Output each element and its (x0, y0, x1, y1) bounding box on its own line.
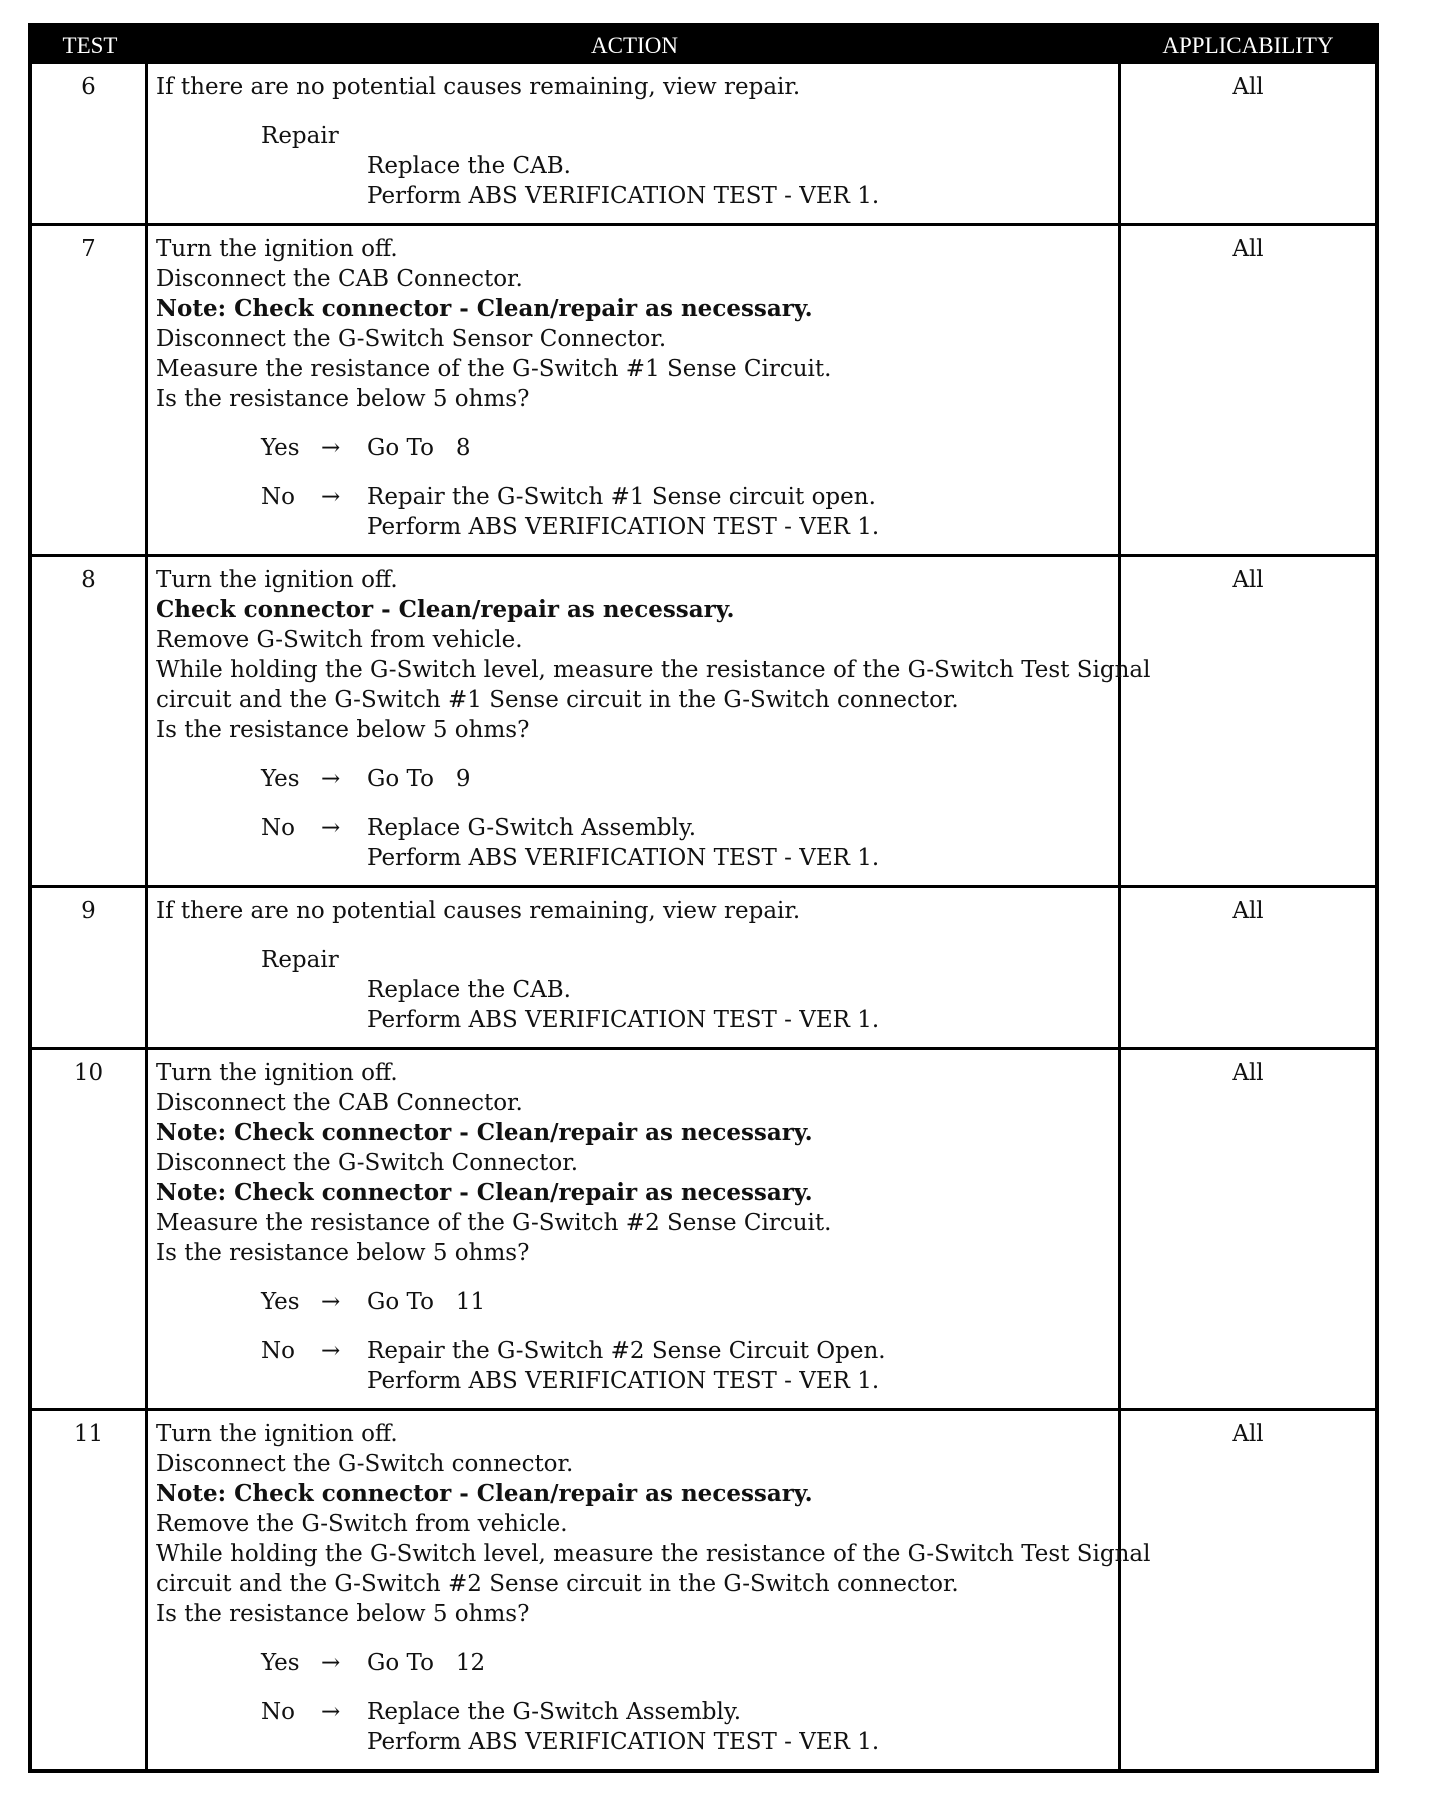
yes-branch (156, 1648, 1110, 1678)
yes-branch (156, 1287, 1110, 1317)
table-row (32, 885, 1375, 1047)
no-label: No (261, 1338, 295, 1364)
note-line: Check connector - Clean/repair as necessary. (156, 596, 735, 623)
no-label: No (261, 484, 295, 510)
no-label: No (261, 815, 295, 841)
yes-action: Go To 9 (367, 766, 471, 792)
step-line: circuit and the G-Switch #2 Sense circuit in the G-Switch connector. (156, 1571, 959, 1597)
applicability-value: All (1232, 898, 1264, 924)
arrow-right-icon: → (321, 815, 341, 841)
no-action: Perform ABS VERIFICATION TEST - VER 1. (367, 514, 880, 540)
yes-branch (156, 433, 1110, 463)
repair-label: Repair (261, 123, 339, 149)
step-line: circuit and the G-Switch #1 Sense circuit in the G-Switch connector. (156, 687, 959, 713)
applicability-value: All (1232, 1421, 1264, 1447)
arrow-right-icon: → (321, 1338, 341, 1364)
applicability-value: All (1232, 567, 1264, 593)
yes-label: Yes (261, 766, 300, 792)
test-number: 11 (32, 1411, 148, 1769)
no-action: Replace G-Switch Assembly. (367, 815, 697, 841)
yes-branch (156, 764, 1110, 794)
step-line: Measure the resistance of the G-Switch #1 Sense Circuit. (156, 356, 832, 382)
no-branch (156, 1336, 1110, 1396)
step-line: Remove the G-Switch from vehicle. (156, 1511, 568, 1537)
no-action: Repair the G-Switch #1 Sense circuit open. (367, 484, 876, 510)
step-line: Turn the ignition off. (156, 567, 398, 593)
action-cell (148, 64, 1121, 223)
repair-step: Perform ABS VERIFICATION TEST - VER 1. (367, 1007, 880, 1033)
header-test: TEST (62, 32, 118, 58)
table-row (32, 64, 1375, 223)
diagnostic-table (28, 23, 1379, 1773)
no-action: Repair the G-Switch #2 Sense Circuit Open. (367, 1338, 886, 1364)
table-row (32, 1047, 1375, 1408)
step-line: Measure the resistance of the G-Switch #2 Sense Circuit. (156, 1210, 832, 1236)
action-cell (148, 226, 1121, 554)
action-cell (148, 557, 1151, 885)
yes-action: Go To 8 (367, 435, 471, 461)
step-line: Turn the ignition off. (156, 1421, 398, 1447)
action-cell (148, 888, 1121, 1047)
test-number: 9 (32, 888, 148, 1047)
step-line: Is the resistance below 5 ohms? (156, 717, 530, 743)
no-action: Perform ABS VERIFICATION TEST - VER 1. (367, 1729, 880, 1755)
yes-action: Go To 11 (367, 1289, 486, 1315)
note-line: Note: Check connector - Clean/repair as necessary. (156, 1480, 813, 1507)
applicability-value: All (1232, 74, 1264, 100)
table-row (32, 223, 1375, 554)
arrow-right-icon: → (321, 435, 341, 461)
test-number: 6 (32, 64, 148, 223)
step-line: Remove G-Switch from vehicle. (156, 627, 523, 653)
repair-step: Replace the CAB. (367, 153, 571, 179)
table-row (32, 1408, 1375, 1769)
table-row (32, 554, 1375, 885)
step-line: Disconnect the CAB Connector. (156, 1090, 523, 1116)
step-line: While holding the G-Switch level, measure the resistance of the G-Switch Test Signal (156, 1541, 1151, 1567)
step-line: If there are no potential causes remaining, view repair. (156, 898, 801, 924)
arrow-right-icon: → (321, 1650, 341, 1676)
test-number: 7 (32, 226, 148, 554)
step-line: Disconnect the G-Switch Connector. (156, 1150, 579, 1176)
step-line: If there are no potential causes remaining, view repair. (156, 74, 801, 100)
no-branch (156, 482, 1110, 542)
note-line: Note: Check connector - Clean/repair as necessary. (156, 295, 813, 322)
table-header (32, 27, 1375, 64)
header-applicability: APPLICABILITY (1162, 32, 1334, 58)
action-cell (148, 1411, 1151, 1769)
step-line: Turn the ignition off. (156, 236, 398, 262)
header-action: ACTION (591, 32, 678, 58)
no-label: No (261, 1699, 295, 1725)
step-line: Is the resistance below 5 ohms? (156, 1601, 530, 1627)
step-line: Is the resistance below 5 ohms? (156, 386, 530, 412)
step-line: While holding the G-Switch level, measure the resistance of the G-Switch Test Signal (156, 657, 1151, 683)
no-action: Perform ABS VERIFICATION TEST - VER 1. (367, 845, 880, 871)
yes-label: Yes (261, 1289, 300, 1315)
arrow-right-icon: → (321, 484, 341, 510)
action-cell (148, 1050, 1121, 1408)
repair-step: Perform ABS VERIFICATION TEST - VER 1. (367, 183, 880, 209)
no-action: Replace the G-Switch Assembly. (367, 1699, 742, 1725)
no-action: Perform ABS VERIFICATION TEST - VER 1. (367, 1368, 880, 1394)
test-number: 10 (32, 1050, 148, 1408)
arrow-right-icon: → (321, 766, 341, 792)
no-branch (156, 1697, 1110, 1757)
step-line: Disconnect the CAB Connector. (156, 266, 523, 292)
no-branch (156, 813, 1110, 873)
step-line: Disconnect the G-Switch connector. (156, 1451, 574, 1477)
step-line: Is the resistance below 5 ohms? (156, 1240, 530, 1266)
applicability-value: All (1232, 236, 1264, 262)
step-line: Turn the ignition off. (156, 1060, 398, 1086)
yes-action: Go To 12 (367, 1650, 486, 1676)
applicability-value: All (1232, 1060, 1264, 1086)
yes-label: Yes (261, 1650, 300, 1676)
arrow-right-icon: → (321, 1289, 341, 1315)
repair-label: Repair (261, 947, 339, 973)
table-body (32, 64, 1375, 1769)
arrow-right-icon: → (321, 1699, 341, 1725)
note-line: Note: Check connector - Clean/repair as necessary. (156, 1119, 813, 1146)
step-line: Disconnect the G-Switch Sensor Connector. (156, 326, 667, 352)
repair-step: Replace the CAB. (367, 977, 571, 1003)
test-number: 8 (32, 557, 148, 885)
yes-label: Yes (261, 435, 300, 461)
note-line: Note: Check connector - Clean/repair as necessary. (156, 1179, 813, 1206)
